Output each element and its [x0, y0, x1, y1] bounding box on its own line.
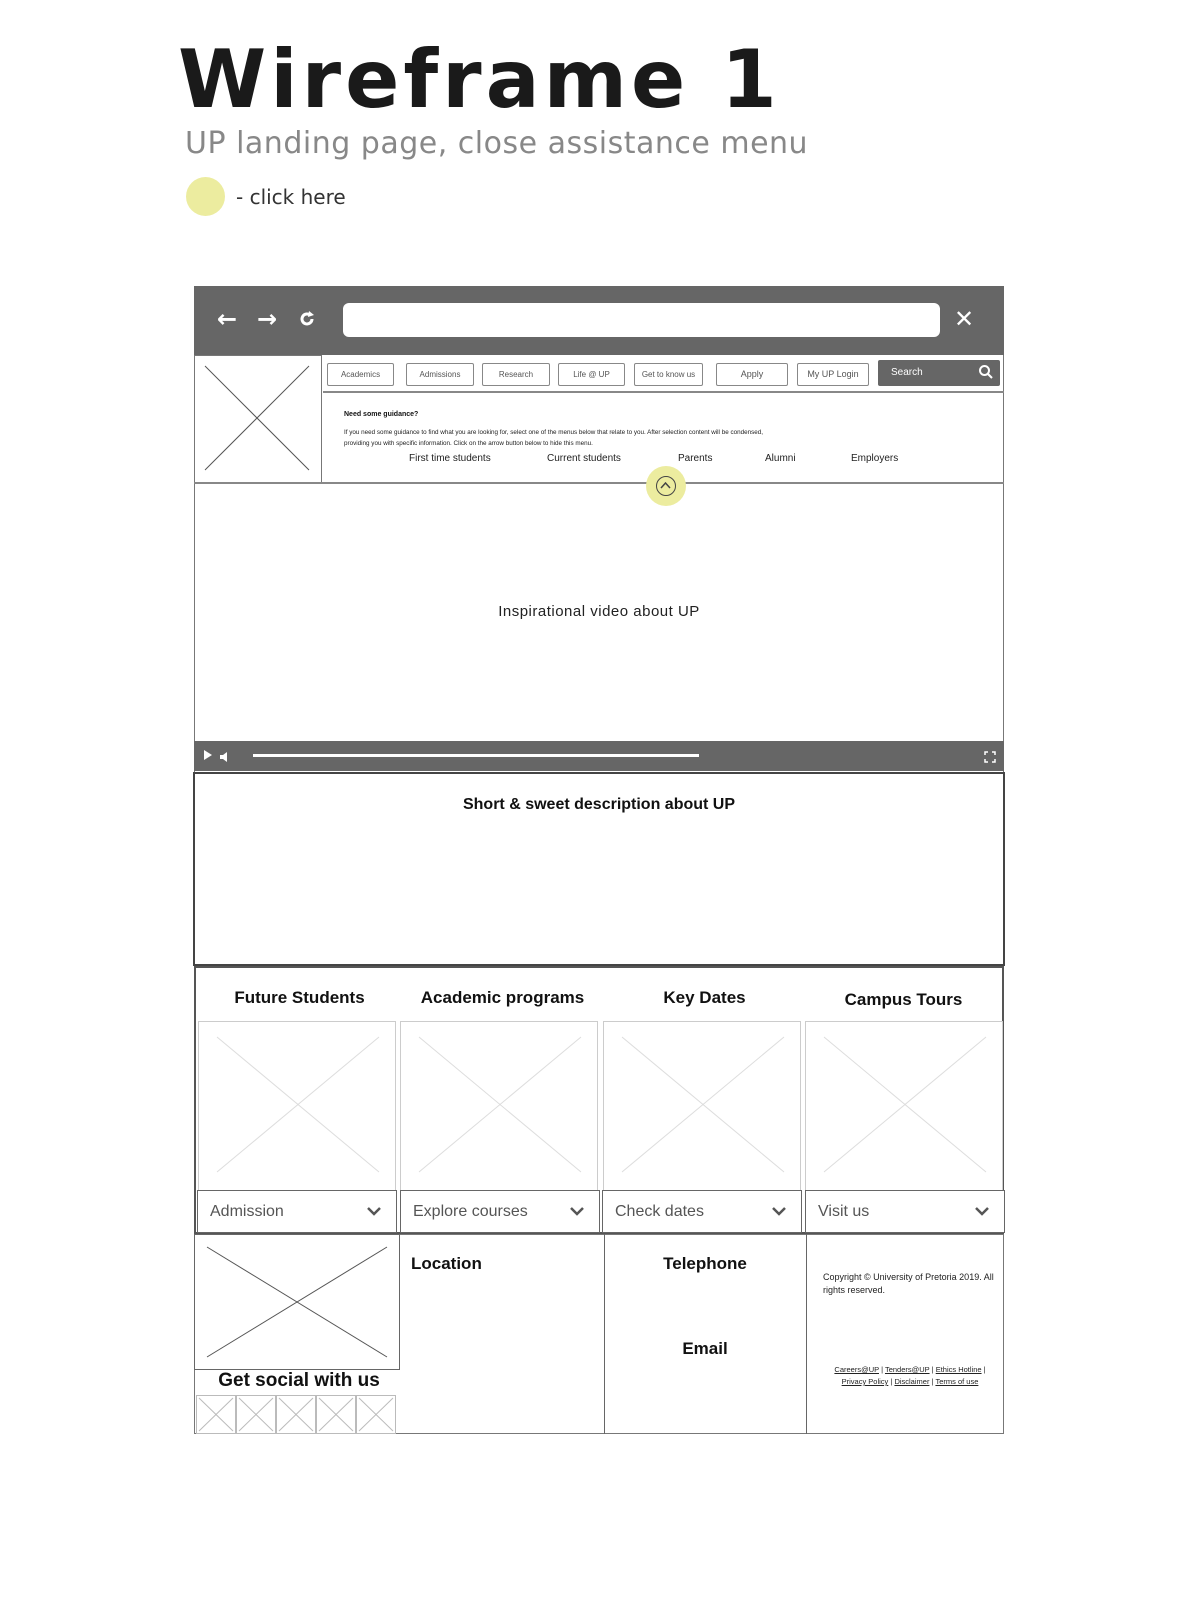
location-heading: Location: [411, 1254, 482, 1273]
footer-divider: [806, 1234, 807, 1434]
footer-link-disclaimer[interactable]: Disclaimer: [894, 1377, 930, 1386]
play-icon[interactable]: [204, 750, 212, 760]
search-icon[interactable]: [978, 364, 994, 380]
audience-alumni[interactable]: Alumni: [765, 453, 796, 464]
card-title-campus-tours: Campus Tours: [844, 990, 963, 1009]
footer-links: Careers@UP | Tenders@UP | Ethics Hotline | Privacy Policy | Disclaimer | Terms of use: [834, 1365, 986, 1386]
logo-placeholder[interactable]: [194, 355, 322, 483]
audience-current-students[interactable]: Current students: [547, 453, 621, 464]
social-icon-placeholder[interactable]: [236, 1395, 276, 1434]
audience-parents[interactable]: Parents: [678, 453, 713, 464]
video-placeholder-label: Inspirational video about UP: [498, 603, 700, 620]
footer-link-privacy-policy[interactable]: Privacy Policy: [841, 1377, 889, 1386]
reload-icon[interactable]: [292, 304, 322, 334]
nav-divider: [323, 391, 1004, 393]
address-bar[interactable]: [343, 303, 940, 337]
email-heading: Email: [682, 1339, 728, 1358]
arrow-left-icon[interactable]: ←: [216, 305, 238, 333]
admission-dropdown[interactable]: [197, 1190, 397, 1233]
footer-image-placeholder: [194, 1234, 400, 1370]
chevron-down-icon: [366, 1204, 382, 1218]
fullscreen-icon[interactable]: [984, 750, 996, 762]
copyright-text: Copyright © University of Pretoria 2019. All rights reserved.: [823, 1272, 994, 1295]
wireframe-subtitle: UP landing page, close assistance menu: [185, 126, 809, 161]
card-title-future-students: Future Students: [234, 988, 365, 1007]
nav-research[interactable]: Research: [482, 363, 550, 386]
audience-first-time-students[interactable]: First time students: [409, 453, 491, 464]
dropdown-label: Admission: [210, 1203, 284, 1220]
volume-icon[interactable]: [219, 750, 231, 762]
header-divider: [194, 482, 1004, 484]
card-image-placeholder: [805, 1021, 1003, 1191]
video-progress-bar[interactable]: [253, 754, 699, 757]
visit-us-dropdown[interactable]: [805, 1190, 1005, 1233]
chevron-down-icon: [569, 1204, 585, 1218]
social-icon-placeholder[interactable]: [196, 1395, 236, 1434]
chevron-down-icon: [974, 1204, 990, 1218]
social-icon-placeholder[interactable]: [356, 1395, 396, 1434]
guidance-title: Need some guidance?: [344, 411, 419, 418]
footer-link-ethics-hotline[interactable]: Ethics Hotline: [935, 1365, 982, 1374]
apply-button[interactable]: Apply: [716, 363, 788, 386]
dropdown-label: Visit us: [818, 1203, 870, 1220]
nav-admissions[interactable]: Admissions: [406, 363, 474, 386]
chevron-up-icon: [656, 476, 676, 496]
footer-link-careers[interactable]: Careers@UP: [834, 1365, 879, 1374]
social-icon-placeholder[interactable]: [316, 1395, 356, 1434]
card-image-placeholder: [198, 1021, 396, 1191]
description-title: Short & sweet description about UP: [462, 796, 736, 813]
dropdown-label: Explore courses: [413, 1203, 528, 1220]
arrow-right-icon[interactable]: →: [256, 305, 278, 333]
dropdown-label: Check dates: [615, 1203, 704, 1220]
my-up-login-button[interactable]: My UP Login: [797, 363, 869, 386]
check-dates-dropdown[interactable]: [602, 1190, 802, 1233]
card-title-academic-programs: Academic programs: [420, 988, 585, 1007]
card-image-placeholder: [603, 1021, 801, 1191]
nav-life-at-up[interactable]: Life @ UP: [558, 363, 625, 386]
explore-courses-dropdown[interactable]: [400, 1190, 600, 1233]
footer-link-terms-of-use[interactable]: Terms of use: [935, 1377, 979, 1386]
guidance-description: If you need some guidance to find what you are looking for, select one of the menus below that relate to you. After selection content will be condensed, providing you with specific information. Click on the arrow button below to hide this menu.: [344, 429, 764, 447]
wireframe-title: Wireframe 1: [178, 33, 781, 126]
card-title-key-dates: Key Dates: [663, 988, 746, 1007]
telephone-heading: Telephone: [663, 1254, 747, 1273]
social-title: Get social with us: [218, 1370, 380, 1391]
click-here-legend-dot: [186, 177, 225, 216]
click-here-legend-label: - click here: [236, 185, 346, 209]
audience-employers[interactable]: Employers: [851, 453, 899, 464]
nav-academics[interactable]: Academics: [327, 363, 394, 386]
nav-get-to-know-us[interactable]: Get to know us: [634, 363, 703, 386]
close-icon[interactable]: ✕: [953, 305, 975, 333]
footer-link-tenders[interactable]: Tenders@UP: [884, 1365, 930, 1374]
search-input[interactable]: Search: [878, 360, 1000, 386]
social-icon-placeholder[interactable]: [276, 1395, 316, 1434]
chevron-down-icon: [771, 1204, 787, 1218]
card-image-placeholder: [400, 1021, 598, 1191]
